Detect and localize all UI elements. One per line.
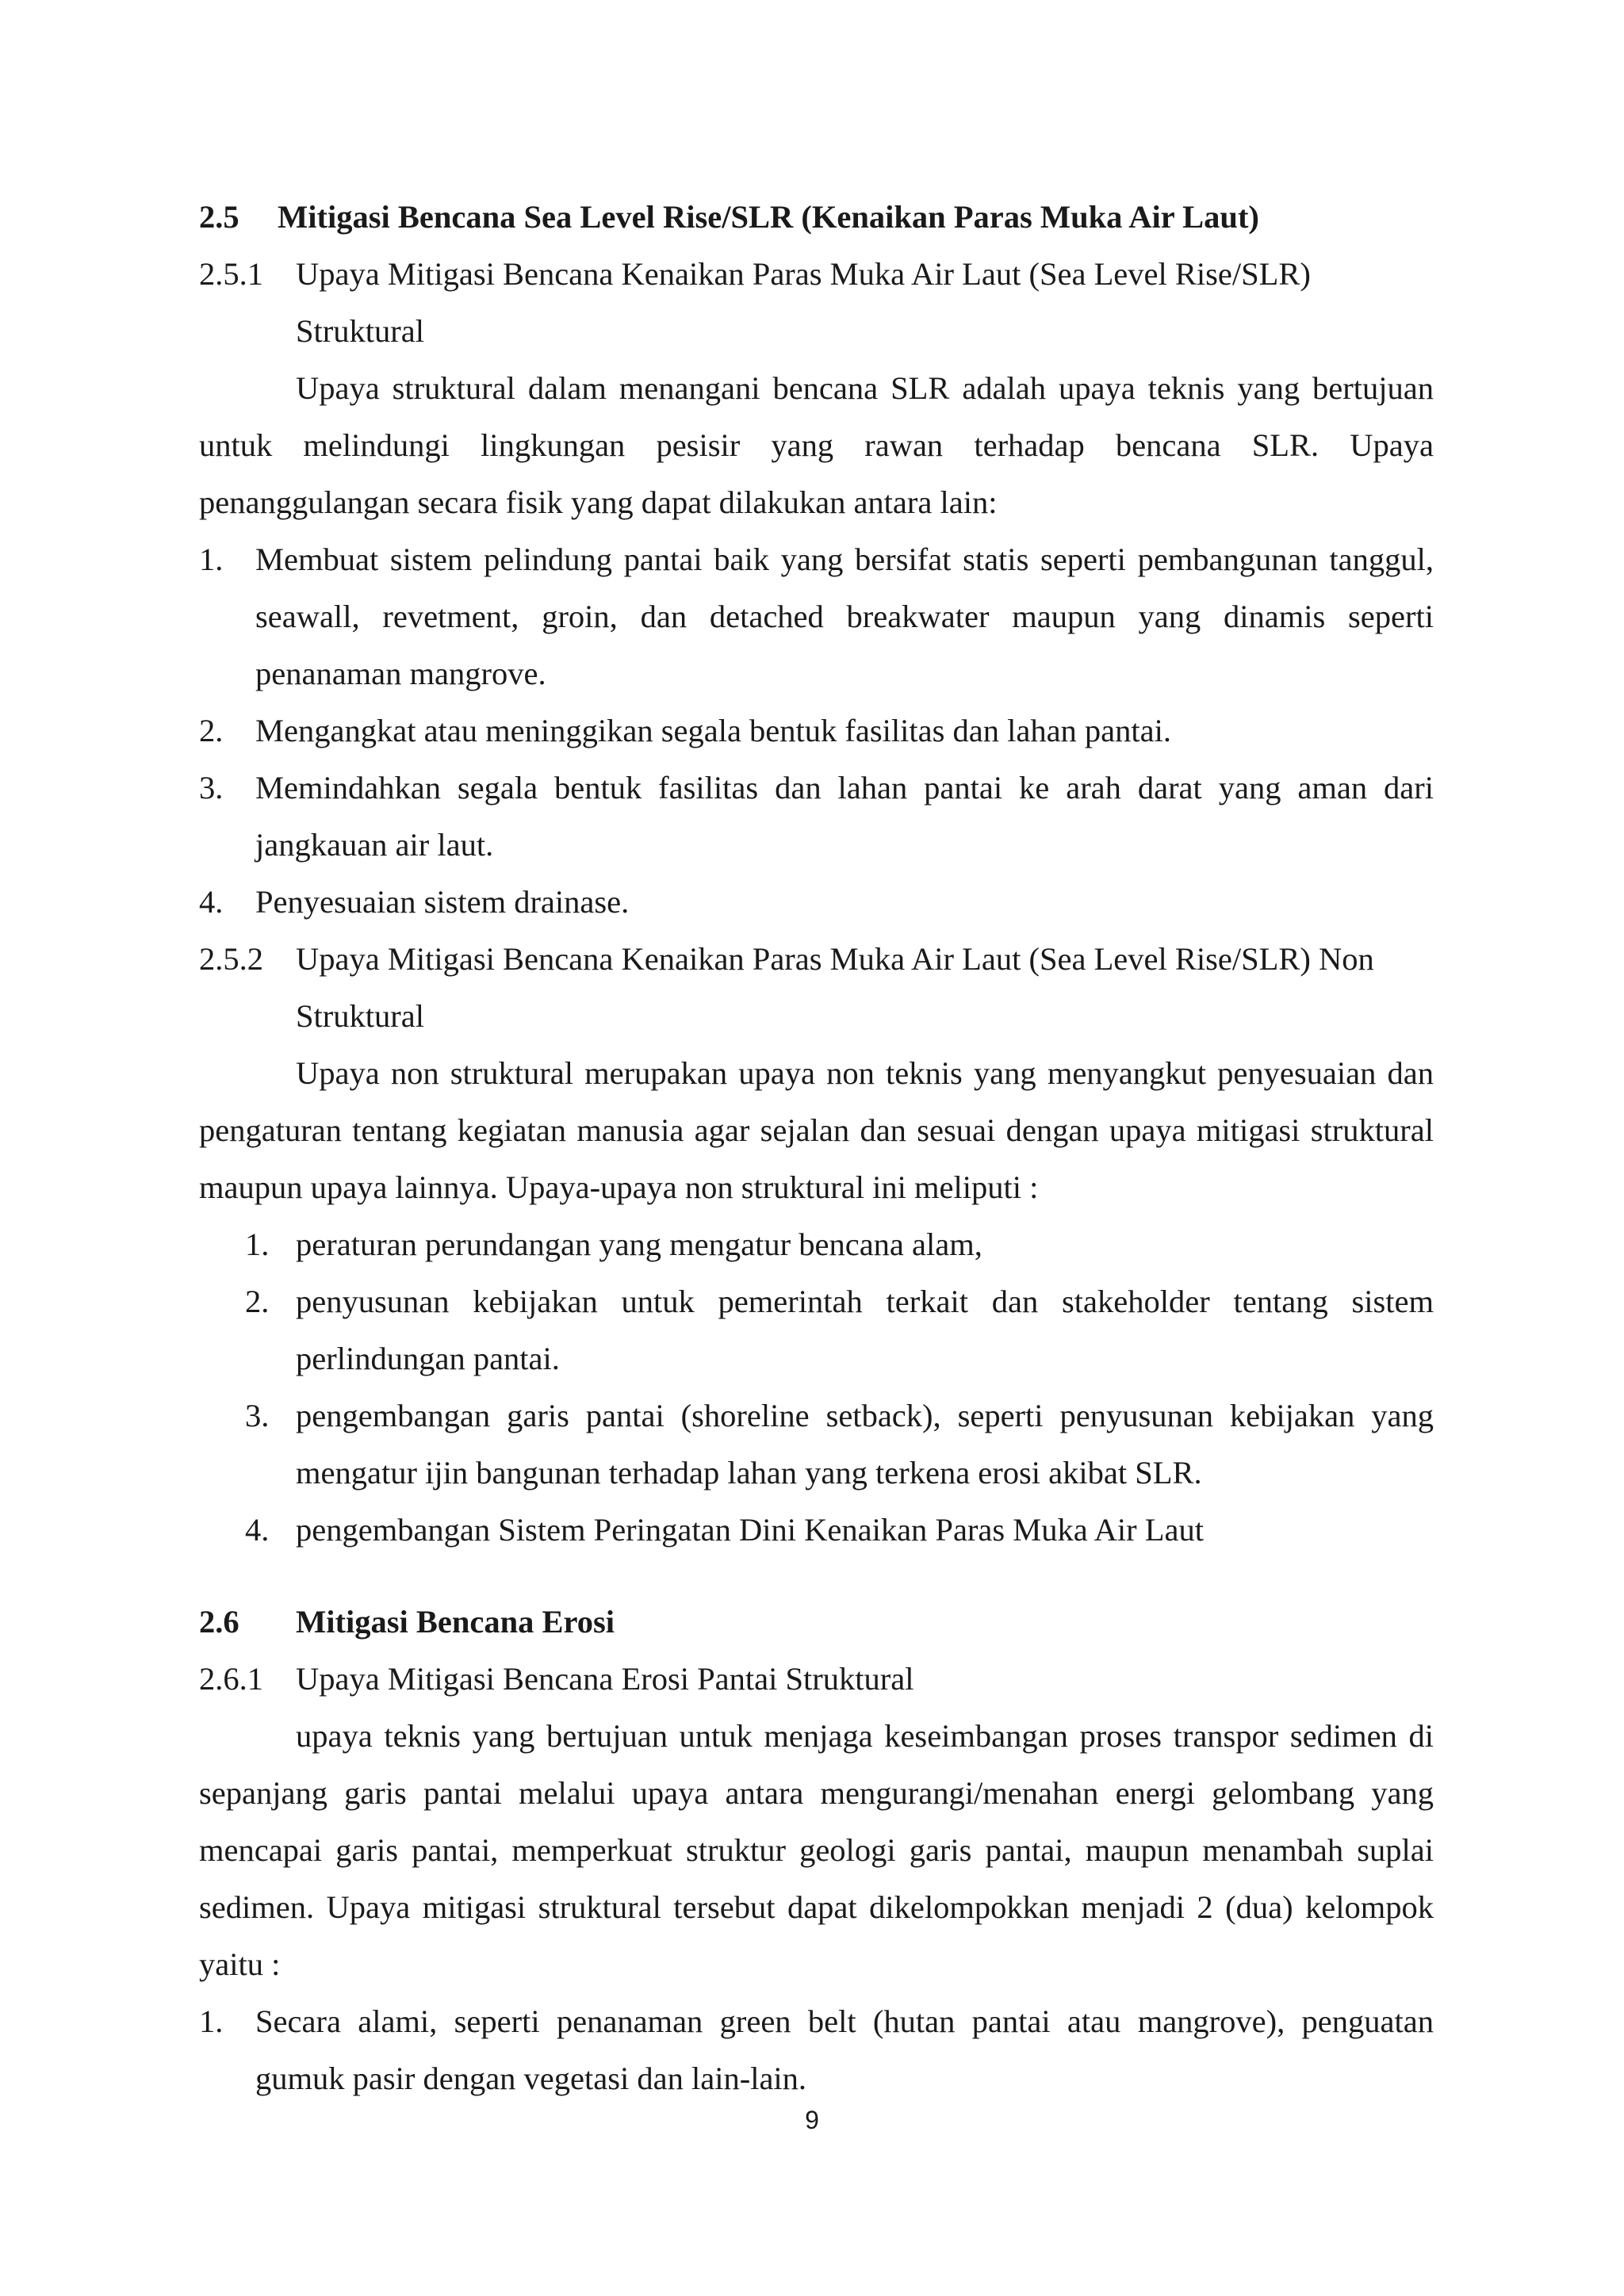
paragraph-line: upaya teknis yang bertujuan untuk menjaga keseimbangan proses transpor sedimen di: [296, 1718, 1434, 1754]
list-number: 2.: [199, 713, 224, 748]
list-item-line: pengembangan garis pantai (shoreline setback), seperti penyusunan kebijakan yang: [296, 1398, 1434, 1433]
list-item-line: penyusunan kebijakan untuk pemerintah terkait dan stakeholder tentang sistem: [296, 1284, 1434, 1319]
paragraph-line: Upaya struktural dalam menangani bencana SLR adalah upaya teknis yang bertujuan: [296, 370, 1434, 406]
list-item-line: penanaman mangrove.: [255, 656, 546, 691]
list-number: 4.: [245, 1512, 270, 1548]
subsection-number: 2.6.1: [199, 1661, 263, 1697]
list-item-line: peraturan perundangan yang mengatur bencana alam,: [296, 1226, 982, 1262]
list-number: 4.: [199, 884, 224, 920]
subsection-number: 2.5.1: [199, 256, 263, 292]
paragraph-line: penanggulangan secara fisik yang dapat dilakukan antara lain:: [199, 484, 998, 520]
subsection-number: 2.5.2: [199, 941, 263, 977]
paragraph-line: maupun upaya lainnya. Upaya-upaya non struktural ini meliputi :: [199, 1169, 1039, 1205]
list-number: 1.: [245, 1226, 270, 1262]
list-number: 1.: [199, 541, 224, 577]
subsection-heading-line: Upaya Mitigasi Bencana Kenaikan Paras Muka Air Laut (Sea Level Rise/SLR) Non: [296, 941, 1374, 977]
subsection-heading-line: Upaya Mitigasi Bencana Kenaikan Paras Muka Air Laut (Sea Level Rise/SLR): [296, 256, 1311, 292]
subsection-heading-line: Upaya Mitigasi Bencana Erosi Pantai Struktural: [296, 1661, 914, 1697]
list-item-line: Mengangkat atau meninggikan segala bentuk fasilitas dan lahan pantai.: [255, 713, 1172, 748]
list-item-line: Membuat sistem pelindung pantai baik yang bersifat statis seperti pembangunan tanggul,: [255, 541, 1434, 577]
list-number: 3.: [245, 1398, 270, 1433]
list-item-line: perlindungan pantai.: [296, 1341, 560, 1376]
paragraph-line: mencapai garis pantai, memperkuat struktur geologi garis pantai, maupun menambah suplai: [199, 1832, 1434, 1868]
list-item-line: Penyesuaian sistem drainase.: [255, 884, 630, 920]
list-number: 2.: [245, 1284, 270, 1319]
list-item-line: gumuk pasir dengan vegetasi dan lain-lain.: [255, 2061, 807, 2096]
list-item-line: pengembangan Sistem Peringatan Dini Kenaikan Paras Muka Air Laut: [296, 1512, 1204, 1548]
subsection-heading-line: Struktural: [296, 998, 424, 1034]
list-number: 3.: [199, 770, 224, 806]
list-item-line: mengatur ijin bangunan terhadap lahan yang terkena erosi akibat SLR.: [296, 1455, 1202, 1490]
section-heading: Mitigasi Bencana Erosi: [296, 1604, 615, 1640]
page-number: 9: [805, 2106, 819, 2134]
paragraph-line: yaitu :: [199, 1946, 281, 1982]
paragraph-line: sedimen. Upaya mitigasi struktural tersebut dapat dikelompokkan menjadi 2 (dua) kelompok: [199, 1889, 1434, 1925]
section-heading: Mitigasi Bencana Sea Level Rise/SLR (Kenaikan Paras Muka Air Laut): [278, 199, 1259, 235]
paragraph-line: pengaturan tentang kegiatan manusia agar sejalan dan sesuai dengan upaya mitigasi struktural: [199, 1112, 1434, 1148]
paragraph-line: Upaya non struktural merupakan upaya non teknis yang menyangkut penyesuaian dan: [296, 1055, 1434, 1091]
list-item-line: seawall, revetment, groin, dan detached breakwater maupun yang dinamis seperti: [255, 599, 1434, 634]
subsection-heading-line: Struktural: [296, 313, 424, 349]
section-number: 2.5: [199, 199, 239, 235]
paragraph-line: untuk melindungi lingkungan pesisir yang rawan terhadap bencana SLR. Upaya: [199, 427, 1434, 463]
list-item-line: Secara alami, seperti penanaman green belt (hutan pantai atau mangrove), penguatan: [255, 2003, 1434, 2039]
list-item-line: jangkauan air laut.: [255, 827, 494, 863]
list-number: 1.: [199, 2003, 224, 2039]
list-item-line: Memindahkan segala bentuk fasilitas dan lahan pantai ke arah darat yang aman dari: [255, 770, 1434, 806]
section-number: 2.6: [199, 1604, 239, 1640]
paragraph-line: sepanjang garis pantai melalui upaya antara mengurangi/menahan energi gelombang yang: [199, 1775, 1434, 1811]
